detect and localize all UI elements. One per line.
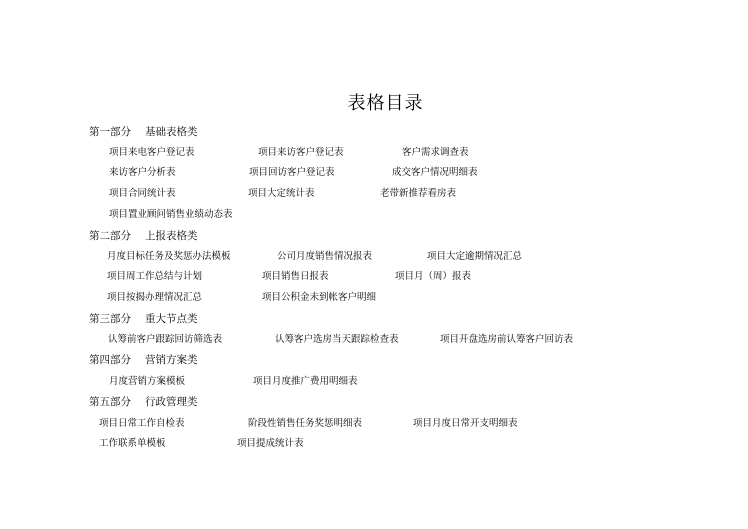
list-item: 阶段性销售任务奖惩明细表: [248, 418, 363, 429]
section-part: 第三部分: [89, 313, 131, 325]
document-title: 表格目录: [347, 93, 424, 114]
list-item: 月度营销方案模板: [109, 376, 186, 387]
list-item: 项目周工作总结与计划: [107, 271, 203, 282]
list-item: 项目大定逾期情况汇总: [427, 251, 523, 262]
list-item: 工作联系单模板: [99, 438, 166, 449]
list-item: 认筹客户选房当天跟踪检查表: [275, 334, 399, 345]
list-item: 项目来访客户登记表: [258, 147, 344, 158]
list-item: 项目来电客户登记表: [109, 147, 195, 158]
section-name: 上报表格类: [145, 230, 198, 242]
list-item: 项目销售日报表: [262, 271, 329, 282]
section-part: 第四部分: [89, 354, 131, 366]
section-name: 营销方案类: [145, 354, 198, 366]
list-item: 来访客户分析表: [109, 167, 176, 178]
list-item: 项目按揭办理情况汇总: [107, 292, 203, 303]
section-heading-2: [89, 228, 198, 243]
list-item: 项目日常工作自检表: [99, 418, 185, 429]
list-item: 项目月（周）报表: [395, 271, 472, 282]
list-item: 项目置业顾问销售业绩动态表: [109, 209, 233, 220]
section-part: 第五部分: [89, 396, 131, 408]
section-heading-4: [89, 352, 198, 367]
list-item: 项目月度推广费用明细表: [253, 376, 358, 387]
section-part: 第一部分: [89, 126, 131, 138]
list-item: 项目回访客户登记表: [249, 167, 335, 178]
list-item: 成交客户情况明细表: [392, 167, 478, 178]
list-item: 认筹前客户跟踪回访筛选表: [108, 334, 223, 345]
section-name: 行政管理类: [145, 396, 198, 408]
list-item: 项目开盘选房前认筹客户回访表: [440, 334, 574, 345]
list-item: 老带新推荐看房表: [380, 188, 457, 199]
list-item: 项目月度日常开支明细表: [413, 418, 518, 429]
list-item: 公司月度销售情况报表: [277, 251, 373, 262]
section-name: 基础表格类: [145, 126, 198, 138]
section-heading-3: [89, 311, 198, 326]
list-item: 项目大定统计表: [248, 188, 315, 199]
list-item: 客户需求调查表: [402, 147, 469, 158]
list-item: 项目公积金未到帐客户明细: [262, 292, 377, 303]
list-item: 项目提成统计表: [237, 438, 304, 449]
section-part: 第二部分: [89, 230, 131, 242]
section-heading-1: [89, 124, 198, 139]
list-item: 项目合同统计表: [109, 188, 176, 199]
section-name: 重大节点类: [145, 313, 198, 325]
list-item: 月度目标任务及奖惩办法模板: [107, 251, 231, 262]
section-heading-5: [89, 394, 198, 409]
